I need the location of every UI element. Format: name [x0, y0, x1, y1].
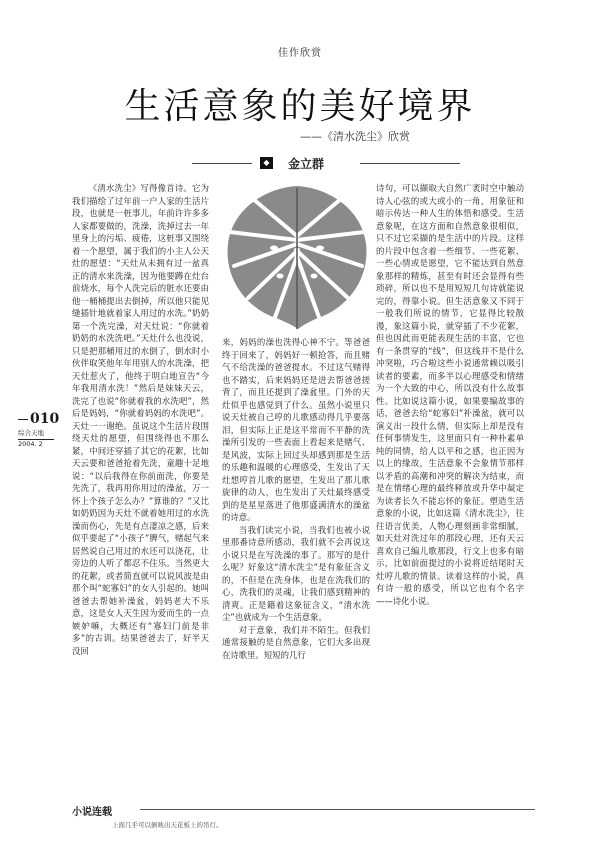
page-number: 010 [30, 411, 60, 427]
footer-section-label: 小说连载 [72, 807, 112, 818]
section-label: 佳作欣赏 [278, 48, 322, 59]
author-flag-icon: ◆ [260, 157, 273, 169]
issue-number: 2004. 2 [18, 440, 43, 448]
author-rule-left [192, 163, 252, 164]
footer-rule [140, 809, 535, 810]
column-2 [222, 336, 370, 794]
paragraph: 当我们读完小说，当我们也被小说里那番诗意所感动，我们就不会再说这小说只是在写洗澡的事了。那写的是什么呢？好象这“清水洗尘”是有象征含义的，不但是在洗身体，也是在洗我们的心，洗我们的灵魂，让我们感到精神的清爽。正是籍着这象征含义，“清水洗尘”也就成为一个生活意象。 [222, 524, 370, 622]
paragraph: 《清水洗尘》写得像首诗。它为我们描绘了过年前一户人家的生活片段，也就是一桩事儿，年前许许多多人家都要做的，洗澡，洗掉过去一年里身上的污垢、疲倦，这桩事又围绕着一个愿望，属于我们的小主人公天灶的愿望：“天灶从未拥有过一盆真正的清水来洗澡，因为他要蹲在灶台前烧水，每个人洗完后的脏水还要由他一桶桶提出去倒掉，所以他只能见缝插针地就着家人用过的水洗。”奶奶第一个洗完澡，对天灶说：“你就着奶奶的水洗洗吧。”天灶什么也没说，只是把那桶用过的水倒了，倒水时小伙伴取笑他年年用别人的水洗澡，把天灶惹火了，他终于明白地宣告“今年我用清水洗！”然后是妹妹天云，洗完了也说“你就着我的水洗吧”，然后是妈妈，“你就着妈妈的水洗吧”。天灶一一谢绝。虽说这个生活片段围绕天灶的愿望，但围绕得也不那么紧，中间还穿插了其它的花絮，比如天云要和爸爸抢着先洗，童趣十足地说：“以后我得在你前面洗，你要是先洗了，我再用你用过的澡盆，万一怀上个孩子怎么办？”算谁的？”又比如奶奶因为天灶不就着她用过的水洗澡而伤心，先是有点凄凉之感，后来似乎要起了“小孩子”脾气，赌起气来居然说自己用过的水还可以浇花，让旁边的人听了都忍不住乐。当然更大的花絮，或者简直就可以说风波是由那个叫“蛇寡妇”的女人引起的。她叫爸爸去帮她补澡盆，妈妈老大不乐意，这是女人天生因为爱而生的一点嫉妒嘛，大概还有“寡妇门前是非多”的古训。结果爸爸去了，好半天没回 [72, 183, 209, 656]
page-sidebar [18, 412, 62, 448]
column-3 [376, 182, 524, 794]
author-row [0, 154, 600, 174]
author-rule-right [360, 163, 460, 164]
author-name: 金立群 [288, 157, 325, 171]
footer-caption: 上面几乎可以倒映出天花板上的吊灯。 [112, 821, 223, 829]
magazine-name: 综合天地 [18, 429, 44, 437]
page-number-dash [18, 419, 28, 420]
article-subtitle: ——《清水洗尘》欣赏 [300, 130, 410, 143]
column-1 [72, 182, 209, 794]
article-title: 生活意象的美好境界 [124, 86, 476, 127]
paragraph: 对于意象，我们并不陌生。但我们通常接触的是自然意象，它们大多出现在诗歌里。短短的几行 [222, 624, 370, 660]
paragraph: 诗句，可以撷取大自然广袤时空中触动诗人心弦的或大或小的一角，用象征和暗示传达一种人生的体悟和感受。生活意象呢，在这方面和自然意象很相似，只不过它采撷的是生活中的片段。这样的片段中包含着一些细节、一些花絮、一些心情或是愿望，它不能达到自然意象那样的精炼，甚至有时还会显得有些琐碎，所以也不是用短短几句诗就能说完的，得靠小说。但生活意象又不同于一般我们所说的情节，它显得比较散漫，象这篇小说，就穿插了不少花絮，但也因此而更能表现生活的丰富，它也有一条贯穿的“线”，但这线并不是什么冲突啦，巧合啦这些小说通常赖以吸引读者的要素，而多半以心理感受和情绪为一个大致的中心，所以没有什么故事性。比如说这篇小说，如果要编故事的话，爸爸去给“蛇寡妇”补澡盆，就可以演义出一段什么情，但实际上却是没有任何事情发生，这里面只有一种朴素单纯的同情，给人以平和之感，也正因为以上的缘故，生活意象不会象情节那样以矛盾的高潮和冲突的解决为结束，而是在情绪心理的最终释放或升华中凝定为读者长久不能忘怀的象征。塑造生活意象的小说，比如这篇《清水洗尘》，往往语言优美，人物心理刻画非常细腻，如天灶对洗过年的那段心理，还有天云喜欢自己编儿歌那段，行文上也多有暗示，比如前面提过的小说将近结尾时天灶哼儿歌的情景。读着这样的小说，真有诗一般的感受，所以它也有个名字——诗化小说。 [376, 183, 524, 606]
paragraph: 来，妈妈的澡也洗得心神不宁。等爸爸终于回来了，妈妈好一顿抢答，而且赌气不给洗澡的爸爸提水。不过这气赌得也不踏实，后来妈妈还是进去帮爸爸搓背了，而且还提到了澡盆里。门外的天灶似乎也感觉到了什么。虽然小说里只说天灶被自己哼的儿歌感动得几乎要落泪，但实际上正是这平常而不平静的洗澡所引发的一些表面上看起来是赌气、是风波，实际上回过头却感到那是生活的乐趣和温暖的心理感受，生发出了天灶想哼首儿歌的愿望，生发出了那儿歌旋律的动人，也生发出了天灶最终感受到的是星星落进了他那盛满清水的澡盆的诗意。 [222, 337, 370, 522]
monstera-leaf-illustration [222, 180, 372, 330]
page-number-line [18, 412, 62, 426]
